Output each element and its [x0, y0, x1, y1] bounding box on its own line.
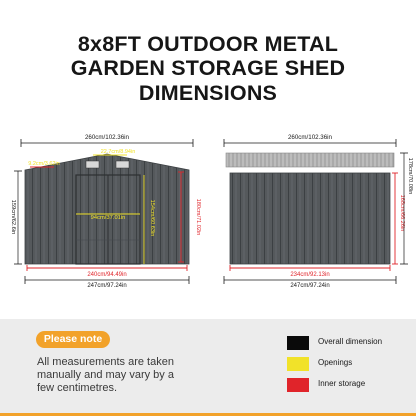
legend-swatch-openings — [287, 357, 309, 371]
vent-left-label: 9.2cm/3.62in — [28, 161, 60, 167]
legend-swatch-overall — [287, 336, 309, 350]
side-wall — [230, 173, 390, 264]
legend-swatch-inner — [287, 378, 309, 392]
page-title-line1: 8x8FT OUTDOOR METAL — [77, 32, 339, 56]
front-wall-height-dimension — [10, 171, 22, 264]
front-inner-width-label: 240cm/94.49in — [87, 272, 127, 278]
vent-right — [116, 161, 129, 168]
legend-label-openings: Openings — [318, 358, 353, 367]
front-overall-width-dimension — [21, 134, 193, 147]
vent-left — [86, 161, 99, 168]
please-note-badge: Please note — [36, 331, 110, 348]
legend-label-inner: Inner storage — [318, 379, 366, 388]
side-inner-width-label: 234cm/92.13in — [290, 272, 330, 278]
front-view — [10, 134, 201, 289]
note-text: All measurements are taken manually and may vary by a few centimetres. — [37, 356, 174, 394]
front-base-width-label: 247cm/97.24in — [87, 283, 127, 289]
legend-label-overall: Overall dimension — [318, 337, 383, 346]
front-inner-height-label: 180cm/71.02in — [195, 198, 201, 236]
front-shed-body — [25, 154, 189, 264]
page-title-line2: GARDEN STORAGE SHED DIMENSIONS — [70, 56, 346, 105]
side-outer-height-label: 178cm/70.08in — [407, 157, 413, 195]
front-overall-width-label: 260cm/102.36in — [84, 134, 130, 141]
door-width-label: 94cm/37.01in — [90, 215, 126, 221]
door-height-label: 154cm/60.63in — [149, 199, 155, 237]
side-inner-height-label: 168cm/66.26in — [399, 194, 405, 232]
front-wall-height-label: 159cm/62.6in — [10, 199, 16, 235]
side-view — [224, 134, 413, 289]
vent-top-label: 22.7cm/8.94in — [100, 149, 136, 155]
side-overall-width-dimension — [224, 134, 396, 147]
side-base-width-label: 247cm/97.24in — [290, 283, 330, 289]
side-overall-width-label: 260cm/102.36in — [287, 134, 333, 141]
side-roof — [226, 153, 394, 167]
